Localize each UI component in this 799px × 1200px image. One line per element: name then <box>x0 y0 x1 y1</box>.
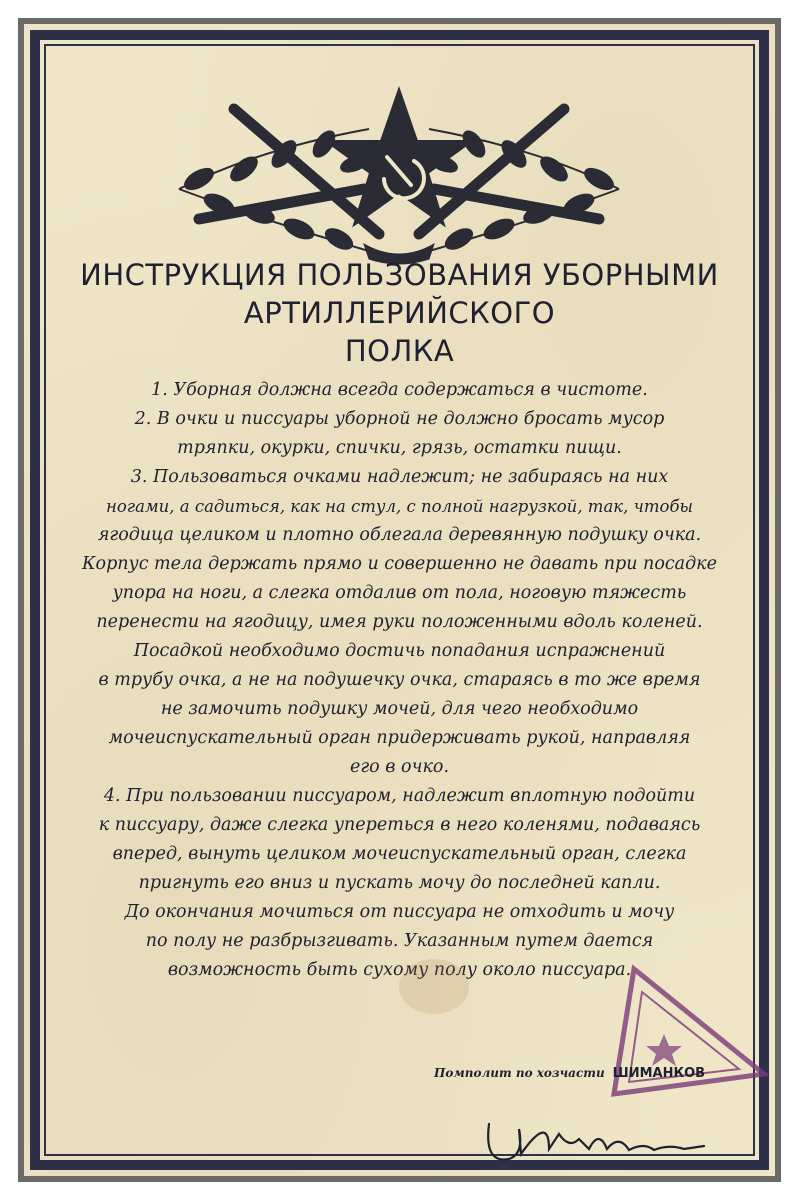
triangular-stamp-icon <box>594 954 774 1104</box>
text-line: вперед, вынуть целиком мочеиспускательный орган, слегка <box>112 844 687 864</box>
text-line: упора на ноги, а слегка отдалив от пола, ноговую тяжесть <box>112 583 687 603</box>
document-sheet <box>24 24 775 1176</box>
text-line: мочеиспускательный орган придерживать рукой, направляя <box>108 728 691 748</box>
text-line: перенести на ягодицу, имея руки положенными вдоль коленей. <box>96 612 703 632</box>
text-line: не замочить подушку мочей, для чего необходимо <box>160 699 639 719</box>
title-line: АРТИЛЛЕРИЙСКОГО <box>243 296 556 330</box>
text-line: ногами, а садиться, как на стул, с полной нагрузкой, так, чтобы <box>106 497 693 516</box>
text-line: по полу не разбрызгивать. Указанным путем дается <box>145 931 654 951</box>
text-line: Посадкой необходимо достичь попадания испражнений <box>133 641 666 661</box>
text-line: Корпус тела держать прямо и совершенно не давать при посадке <box>81 554 717 574</box>
text-line: тряпки, окурки, спички, грязь, остатки пищи. <box>177 438 622 458</box>
document-title <box>64 256 735 370</box>
text-line: 1. Уборная должна всегда содержаться в чистоте. <box>151 380 648 400</box>
text-line: возможность быть сухому полу около писсуара. <box>167 960 632 980</box>
text-line: 2. В очки и писсуары уборной не должно бросать мусор <box>134 409 665 429</box>
instruction-text <box>54 376 745 985</box>
signature-title: Помполит по хозчасти <box>434 1066 605 1080</box>
signature-name: ШИМАНКОВ <box>612 1066 706 1081</box>
text-line: в трубу очка, а не на подушечку очка, стараясь в то же время <box>98 670 701 690</box>
signature-block <box>434 1066 705 1081</box>
text-line: ягодица целиком и плотно облегала деревянную подушку очка. <box>97 525 702 545</box>
title-line: ПОЛКА <box>344 334 455 368</box>
emblem-icon <box>139 69 659 269</box>
text-line: пригнуть его вниз и пускать мочу до последней капли. <box>138 873 661 893</box>
text-line: 3. Пользоваться очками надлежит; не забираясь на них <box>130 467 669 487</box>
text-line: 4. При пользовании писсуаром, надлежит вплотную подойти <box>103 786 696 806</box>
handwritten-signature <box>479 1104 709 1174</box>
text-line: До окончания мочиться от писсуара не отходить и мочу <box>124 902 675 922</box>
text-line: к писсуару, даже слегка упереться в него коленями, подаваясь <box>98 815 701 835</box>
text-line: его в очко. <box>349 757 450 777</box>
paper-stain <box>399 959 469 1014</box>
title-line: ИНСТРУКЦИЯ ПОЛЬЗОВАНИЯ УБОРНЫМИ <box>80 258 719 292</box>
